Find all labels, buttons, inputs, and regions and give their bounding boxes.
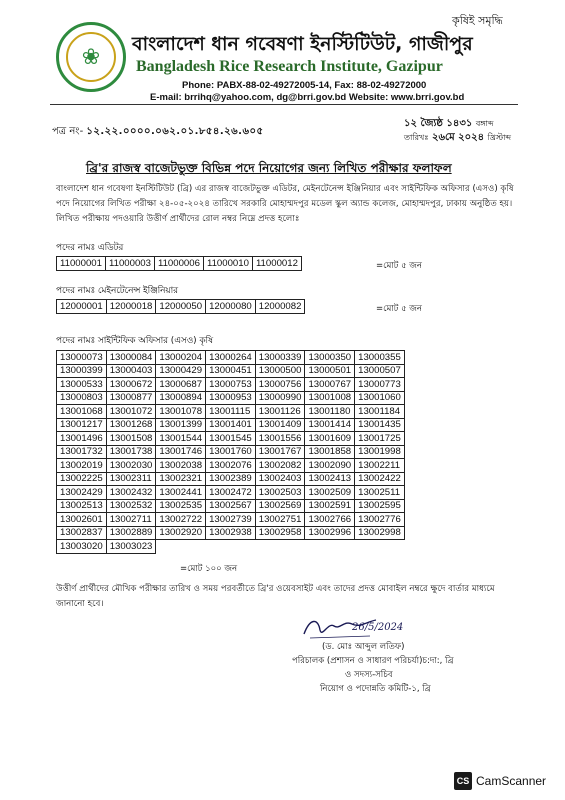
roll-cell: 13000403 xyxy=(106,364,156,378)
roll-cell: 13000084 xyxy=(106,351,156,365)
table-row xyxy=(57,378,405,392)
roll-cell: 13000204 xyxy=(156,351,206,365)
roll-cell: 13002996 xyxy=(305,526,355,540)
roll-cell: 11000010 xyxy=(203,257,252,271)
editor-post-label: পদের নামঃ এডিটর xyxy=(56,243,124,253)
memo-number xyxy=(52,124,263,141)
roll-cell: 13002595 xyxy=(355,499,405,513)
roll-cell: 13000339 xyxy=(255,351,305,365)
roll-cell: 13002958 xyxy=(255,526,305,540)
roll-cell: 13000264 xyxy=(206,351,256,365)
roll-cell: 13001414 xyxy=(305,418,355,432)
roll-cell: 13000894 xyxy=(156,391,206,405)
roll-cell: 13002837 xyxy=(57,526,107,540)
roll-cell: 13002422 xyxy=(355,472,405,486)
roll-cell: 13002776 xyxy=(355,513,405,527)
roll-cell: 13001609 xyxy=(305,432,355,446)
brri-logo xyxy=(56,22,126,92)
table-row xyxy=(57,486,405,500)
roll-cell: 13000355 xyxy=(355,351,405,365)
roll-cell: 13000753 xyxy=(206,378,256,392)
roll-cell: 13000672 xyxy=(106,378,156,392)
roll-cell: 13001268 xyxy=(106,418,156,432)
roll-cell: 13000533 xyxy=(57,378,107,392)
roll-cell: 13002567 xyxy=(206,499,256,513)
roll-cell: 13001732 xyxy=(57,445,107,459)
roll-cell: 13001544 xyxy=(156,432,206,446)
camscanner-logo-icon: CS xyxy=(454,772,472,790)
date-english-suffix: খ্রিস্টাব্দ xyxy=(487,133,512,142)
roll-cell: 13002513 xyxy=(57,499,107,513)
table-row xyxy=(57,300,305,314)
so-roll-table xyxy=(56,350,405,554)
roll-cell: 13002889 xyxy=(106,526,156,540)
roll-cell: 13000803 xyxy=(57,391,107,405)
roll-cell: 11000012 xyxy=(252,257,301,271)
roll-cell: 13001760 xyxy=(206,445,256,459)
contact-phone: Phone: PABX-88-02-49272005-14, Fax: 88-02-49272000 xyxy=(182,80,427,91)
roll-cell: 13001858 xyxy=(305,445,355,459)
roll-cell: 13002503 xyxy=(255,486,305,500)
roll-cell: 13001078 xyxy=(156,405,206,419)
roll-cell: 13001217 xyxy=(57,418,107,432)
roll-cell: 13002739 xyxy=(206,513,256,527)
roll-cell: 13002920 xyxy=(156,526,206,540)
roll-cell: 13002432 xyxy=(106,486,156,500)
roll-cell: 13001435 xyxy=(355,418,405,432)
roll-cell: 13001399 xyxy=(156,418,206,432)
motto: কৃষিই সমৃদ্ধি xyxy=(452,14,503,27)
roll-cell: 12000001 xyxy=(57,300,107,314)
roll-cell: 13002938 xyxy=(206,526,256,540)
roll-cell: 13002030 xyxy=(106,459,156,473)
roll-cell: 11000003 xyxy=(105,257,154,271)
roll-cell: 13001496 xyxy=(57,432,107,446)
roll-cell: 13002722 xyxy=(156,513,206,527)
roll-cell: 13001008 xyxy=(305,391,355,405)
roll-cell: 13002413 xyxy=(305,472,355,486)
roll-cell: 13000687 xyxy=(156,378,206,392)
roll-cell: 13000756 xyxy=(255,378,305,392)
roll-cell: 13001998 xyxy=(355,445,405,459)
roll-cell: 13000350 xyxy=(305,351,355,365)
roll-cell: 13002532 xyxy=(106,499,156,513)
roll-cell: 13002441 xyxy=(156,486,206,500)
roll-cell: 13002591 xyxy=(305,499,355,513)
roll-cell: 13001409 xyxy=(255,418,305,432)
contact-email: E-mail: brrihq@yahoo.com, dg@brri.gov.bd Website: www.brri.gov.bd xyxy=(150,92,465,103)
signatory-name: (ড. মোঃ আব্দুল লতিফ) xyxy=(322,642,405,652)
roll-cell: 13000877 xyxy=(106,391,156,405)
signature-date: 26/5/2024 xyxy=(352,622,404,633)
memo-number-value: ১২.২২.০০০০.০৬২.০১.৮৫৪.২৬.৬০৫ xyxy=(86,126,264,137)
date-bangla-suffix: বঙ্গাব্দ xyxy=(475,119,494,128)
rice-emblem-icon: ❀ xyxy=(66,32,116,82)
table-row xyxy=(57,445,405,459)
date-english-value: ২৬মে ২০২৪ xyxy=(432,132,485,143)
roll-cell: 13001556 xyxy=(255,432,305,446)
roll-cell: 12000050 xyxy=(156,300,206,314)
roll-cell: 13000451 xyxy=(206,364,256,378)
roll-cell: 11000001 xyxy=(57,257,106,271)
roll-cell: 13001060 xyxy=(355,391,405,405)
roll-cell: 13000429 xyxy=(156,364,206,378)
date-bangla-value: ১২ জ্যৈষ্ঠ ১৪৩১ xyxy=(404,118,473,129)
intro-paragraph: বাংলাদেশ ধান গবেষণা ইনস্টিটিউট (ব্রি) এর রাজস্ব বাজেটভুক্ত এডিটর, মেইনটেনেন্স ইঞ্জিনিয়ার এবং সাইন্টিফিক অফিসার (এসও) কৃষি পদে নিয়োগের লিখিত পরীক্ষা ২৪-০৫-২০২৪ তারিখে সরকারি মোহাম্মদপুর মডেল স্কুল অ্যান্ড কলেজ, মোহাম্মদপুর, ঢাকায় অনুষ্ঠিত হয়। লিখিত পরীক্ষায় পদওয়ারি উত্তীর্ণ প্রার্থীদের রোল নম্বর নিম্নে প্রদত্ত হলোঃ xyxy=(56,184,514,224)
so-total: =মোট ১০০ জন xyxy=(180,564,238,574)
engineer-total: =মোট ৫ জন xyxy=(376,304,422,314)
roll-cell: 13001068 xyxy=(57,405,107,419)
roll-cell: 13001725 xyxy=(355,432,405,446)
roll-cell: 13001184 xyxy=(355,405,405,419)
editor-roll-table xyxy=(56,256,302,271)
roll-cell: 13001738 xyxy=(106,445,156,459)
roll-cell: 13000767 xyxy=(305,378,355,392)
roll-cell: 13001545 xyxy=(206,432,256,446)
roll-cell: 13003023 xyxy=(106,540,156,554)
roll-cell: 13001401 xyxy=(206,418,256,432)
date-prefix: তারিখঃ xyxy=(404,133,429,142)
table-row xyxy=(57,540,405,554)
roll-cell: 13002535 xyxy=(156,499,206,513)
roll-cell: 13001115 xyxy=(206,405,256,419)
institute-title-en: Bangladesh Rice Research Institute, Gazipur xyxy=(136,58,443,75)
roll-cell: 13002511 xyxy=(355,486,405,500)
roll-cell: 13001746 xyxy=(156,445,206,459)
roll-cell: 13002225 xyxy=(57,472,107,486)
table-row xyxy=(57,391,405,405)
signatory-title3: নিয়োগ ও পদোন্নতি কমিটি-১, ব্রি xyxy=(320,684,431,694)
page-title: ব্রি'র রাজস্ব বাজেটভুক্ত বিভিন্ন পদে নিয়োগের জন্য লিখিত পরীক্ষার ফলাফল xyxy=(86,161,452,175)
roll-cell: 13002211 xyxy=(355,459,405,473)
table-row xyxy=(57,418,405,432)
roll-cell: 13002472 xyxy=(206,486,256,500)
roll-cell: 13002311 xyxy=(106,472,156,486)
engineer-post-label: পদের নামঃ মেইনটেনেন্স ইঞ্জিনিয়ার xyxy=(56,286,178,296)
roll-cell: 12000080 xyxy=(206,300,256,314)
roll-cell: 13001072 xyxy=(106,405,156,419)
roll-cell: 13002403 xyxy=(255,472,305,486)
roll-cell: 13002321 xyxy=(156,472,206,486)
date-english xyxy=(404,130,511,147)
roll-cell: 13002509 xyxy=(305,486,355,500)
roll-cell: 13002019 xyxy=(57,459,107,473)
roll-cell: 13001126 xyxy=(255,405,305,419)
roll-cell: 13002038 xyxy=(156,459,206,473)
roll-cell: 13002429 xyxy=(57,486,107,500)
signatory-title1: পরিচালক (প্রশাসন ও সাধারণ পরিচর্যা)চ:দা:, ব্রি xyxy=(292,656,454,666)
table-row xyxy=(57,364,405,378)
roll-cell: 13001767 xyxy=(255,445,305,459)
roll-cell: 13002601 xyxy=(57,513,107,527)
roll-cell: 13000507 xyxy=(355,364,405,378)
roll-cell: 13002766 xyxy=(305,513,355,527)
roll-cell: 13000500 xyxy=(255,364,305,378)
roll-cell: 13000953 xyxy=(206,391,256,405)
roll-cell: 13000073 xyxy=(57,351,107,365)
roll-cell: 13002389 xyxy=(206,472,256,486)
roll-cell: 13001180 xyxy=(305,405,355,419)
memo-label: পত্র নং- xyxy=(52,126,84,137)
table-row xyxy=(57,432,405,446)
table-row xyxy=(57,472,405,486)
roll-cell: 13000399 xyxy=(57,364,107,378)
roll-cell: 13002998 xyxy=(355,526,405,540)
footer-note: উত্তীর্ণ প্রার্থীদের মৌখিক পরীক্ষার তারিখ ও সময় পরবর্তীতে ব্রি'র ওয়েবসাইট এবং তাদের প্রদত্ত মোবাইল নম্বরে ক্ষুদে বার্তার মাধ্যমে জানানো হবে। xyxy=(56,584,495,609)
table-row xyxy=(57,459,405,473)
roll-cell: 13002569 xyxy=(255,499,305,513)
engineer-roll-table xyxy=(56,299,305,314)
table-row xyxy=(57,351,405,365)
roll-cell: 13002090 xyxy=(305,459,355,473)
editor-total: =মোট ৫ জন xyxy=(376,261,422,271)
roll-cell: 13001508 xyxy=(106,432,156,446)
header-divider xyxy=(50,104,518,105)
so-post-label: পদের নামঃ সাইন্টিফিক অফিসার (এসও) কৃষি xyxy=(56,336,213,346)
table-row xyxy=(57,499,405,513)
camscanner-watermark xyxy=(454,772,546,790)
signatory-title2: ও সদস্য-সচিব xyxy=(345,670,393,680)
roll-cell: 13002076 xyxy=(206,459,256,473)
camscanner-label: CamScanner xyxy=(476,774,547,788)
table-row xyxy=(57,526,405,540)
table-row xyxy=(57,405,405,419)
roll-cell: 13002082 xyxy=(255,459,305,473)
roll-cell: 13003020 xyxy=(57,540,107,554)
roll-cell: 12000018 xyxy=(106,300,156,314)
roll-cell: 13002751 xyxy=(255,513,305,527)
table-row xyxy=(57,513,405,527)
roll-cell: 13000501 xyxy=(305,364,355,378)
roll-cell: 13002711 xyxy=(106,513,156,527)
roll-cell: 11000006 xyxy=(154,257,203,271)
institute-title-bn: বাংলাদেশ ধান গবেষণা ইনস্টিটিউট, গাজীপুর xyxy=(132,33,473,55)
roll-cell: 12000082 xyxy=(255,300,305,314)
table-row xyxy=(57,257,302,271)
roll-cell: 13000990 xyxy=(255,391,305,405)
roll-cell: 13000773 xyxy=(355,378,405,392)
